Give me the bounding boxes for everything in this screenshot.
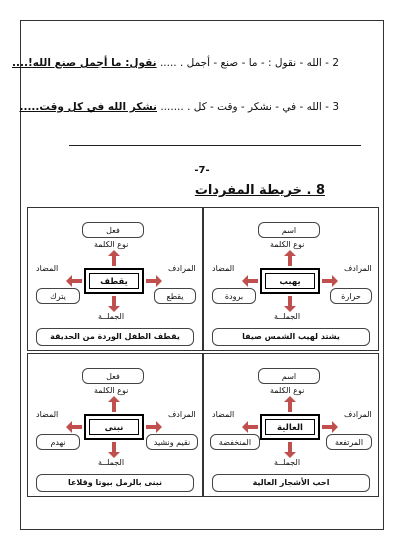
word-type-label: نوع الكلمة bbox=[94, 240, 129, 249]
line-3-answer: نشكر الله في كل وقت..... bbox=[19, 101, 157, 113]
synonym-box: يقطع bbox=[154, 288, 196, 304]
word-type-box: اسم bbox=[258, 368, 320, 384]
divider-line bbox=[69, 145, 361, 146]
worksheet-page bbox=[12, 20, 384, 530]
vocab-word: العالية bbox=[265, 419, 315, 435]
line-2-answer: نقول: ما أجمل صنع الله!.... bbox=[12, 57, 157, 69]
line-2-words: الله - نقول : - ما - صنع - أجمل . bbox=[179, 57, 322, 69]
vocab-word: يقطف bbox=[89, 273, 139, 289]
antonym-box: نهدم bbox=[36, 434, 80, 450]
word-type-label: نوع الكلمة bbox=[94, 386, 129, 395]
word-type-box: اسم bbox=[258, 222, 320, 238]
antonym-label: المضاد bbox=[212, 264, 235, 273]
vocab-map bbox=[27, 207, 203, 351]
antonym-label: المضاد bbox=[36, 410, 59, 419]
vocab-map bbox=[27, 353, 203, 497]
sentence-label: الجملــة bbox=[98, 312, 125, 321]
exercise-line-2 bbox=[12, 57, 339, 69]
vocab-word-box bbox=[84, 414, 144, 440]
vocab-map bbox=[203, 353, 379, 497]
section-title: خريطة المفردات bbox=[194, 183, 302, 198]
sentence-label: الجملــة bbox=[274, 458, 301, 467]
antonym-box: يترك bbox=[36, 288, 80, 304]
word-type-box: فعل bbox=[82, 222, 144, 238]
synonym-label: المرادف bbox=[168, 264, 196, 273]
line-3-dots: ....... bbox=[160, 101, 184, 113]
sentence-box: يقطف الطفل الوردة من الحديقة bbox=[36, 328, 194, 346]
synonym-box: المرتفعة bbox=[326, 434, 372, 450]
vocab-map bbox=[203, 207, 379, 351]
word-type-label: نوع الكلمة bbox=[270, 386, 305, 395]
antonym-box: المنخفضة bbox=[210, 434, 260, 450]
vocab-word-box bbox=[260, 268, 320, 294]
antonym-label: المضاد bbox=[212, 410, 235, 419]
vocab-word-box bbox=[84, 268, 144, 294]
page-number: -7- bbox=[194, 165, 210, 176]
exercise-line-3 bbox=[19, 101, 339, 113]
line-2-dots: ..... bbox=[159, 57, 177, 69]
line-2-number: 2 - bbox=[325, 57, 339, 69]
sentence-box: نبنى بالرمل بيوتا وقلاعا bbox=[36, 474, 194, 492]
synonym-box: حرارة bbox=[330, 288, 372, 304]
vocab-map-grid bbox=[27, 207, 379, 519]
vocab-word: نبنى bbox=[89, 419, 139, 435]
sentence-label: الجملــة bbox=[274, 312, 301, 321]
synonym-label: المرادف bbox=[168, 410, 196, 419]
line-3-number: 3 - bbox=[325, 101, 339, 113]
synonym-label: المرادف bbox=[344, 264, 372, 273]
sentence-label: الجملــة bbox=[98, 458, 125, 467]
vocab-word: يهبب bbox=[265, 273, 315, 289]
line-3-words: الله - في - نشكر - وقت - كل . bbox=[187, 101, 322, 113]
section-number: 8 . bbox=[306, 183, 325, 198]
word-type-label: نوع الكلمة bbox=[270, 240, 305, 249]
antonym-box: برودة bbox=[212, 288, 256, 304]
synonym-box: نقيم ونشيد bbox=[146, 434, 198, 450]
synonym-label: المرادف bbox=[344, 410, 372, 419]
word-type-box: فعل bbox=[82, 368, 144, 384]
section-heading bbox=[195, 183, 325, 198]
antonym-label: المضاد bbox=[36, 264, 59, 273]
sentence-box: احب الأشجار العالية bbox=[212, 474, 370, 492]
vocab-word-box bbox=[260, 414, 320, 440]
sentence-box: يشتد لهيب الشمس صيفا bbox=[212, 328, 370, 346]
